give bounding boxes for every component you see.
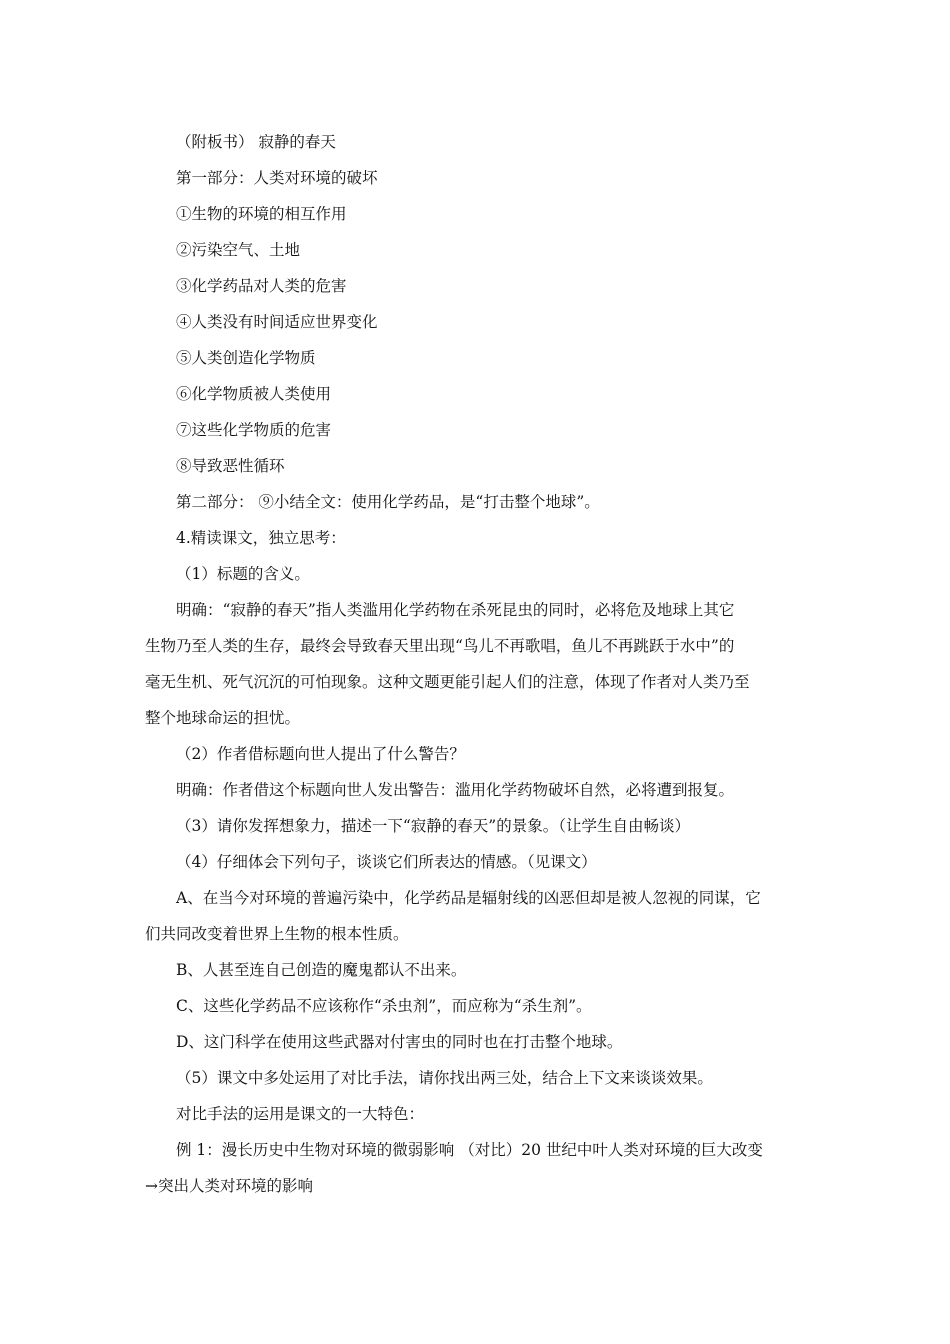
text-line: （5）课文中多处运用了对比手法，请你找出两三处，结合上下文来谈谈效果。 [176, 1069, 713, 1087]
text-line: B、人甚至连自己创造的魔鬼都认不出来。 [176, 961, 467, 979]
text-line: 对比手法的运用是课文的一大特色： [176, 1105, 425, 1123]
text-line: （3）请你发挥想象力，描述一下“寂静的春天”的景象。（让学生自由畅谈） [176, 817, 690, 835]
text-line: D、这门科学在使用这些武器对付害虫的同时也在打击整个地球。 [176, 1033, 623, 1051]
text-line: 例 1：漫长历史中生物对环境的微弱影响 （对比）20 世纪中叶人类对环境的巨大改变 [176, 1141, 763, 1159]
text-line: （4）仔细体会下列句子，谈谈它们所表达的情感。（见课文） [176, 853, 597, 871]
text-line: A、在当今对环境的普遍污染中，化学药品是辐射线的凶恶但却是被人忽视的同谋，它 [176, 889, 761, 907]
text-line: 4.精读课文，独立思考： [176, 529, 346, 547]
text-line: 生物乃至人类的生存，最终会导致春天里出现“鸟儿不再歌唱，鱼儿不再跳跃于水中”的 [145, 637, 735, 655]
text-line: （附板书） 寂静的春天 [176, 133, 336, 151]
text-line: ⑧导致恶性循环 [176, 457, 285, 475]
text-line: 第一部分：人类对环境的破坏 [176, 169, 378, 187]
text-line: 毫无生机、死气沉沉的可怕现象。这种文题更能引起人们的注意，体现了作者对人类乃至 [145, 673, 750, 691]
text-line: ①生物的环境的相互作用 [176, 205, 347, 223]
text-line: ③化学药品对人类的危害 [176, 277, 347, 295]
text-line: （2）作者借标题向世人提出了什么警告？ [176, 745, 465, 763]
text-line: （1）标题的含义。 [176, 565, 310, 583]
text-line: ②污染空气、土地 [176, 241, 301, 259]
text-line: 明确：“寂静的春天”指人类滥用化学药物在杀死昆虫的同时，必将危及地球上其它 [176, 601, 735, 619]
text-line: ⑤人类创造化学物质 [176, 349, 316, 367]
text-line: →突出人类对环境的影响 [145, 1177, 313, 1195]
text-line: ⑥化学物质被人类使用 [176, 385, 332, 403]
text-line: 第二部分： ⑨小结全文：使用化学药品，是“打击整个地球”。 [176, 493, 600, 511]
text-line: ④人类没有时间适应世界变化 [176, 313, 378, 331]
text-line: 整个地球命运的担忧。 [145, 709, 301, 727]
text-line: 明确：作者借这个标题向世人发出警告：滥用化学药物破坏自然，必将遭到报复。 [176, 781, 735, 799]
text-line: 们共同改变着世界上生物的根本性质。 [145, 925, 409, 943]
text-line: ⑦这些化学物质的危害 [176, 421, 332, 439]
text-line: C、这些化学药品不应该称作“杀虫剂”，而应称为“杀生剂”。 [176, 997, 592, 1015]
document-body [145, 124, 807, 1204]
